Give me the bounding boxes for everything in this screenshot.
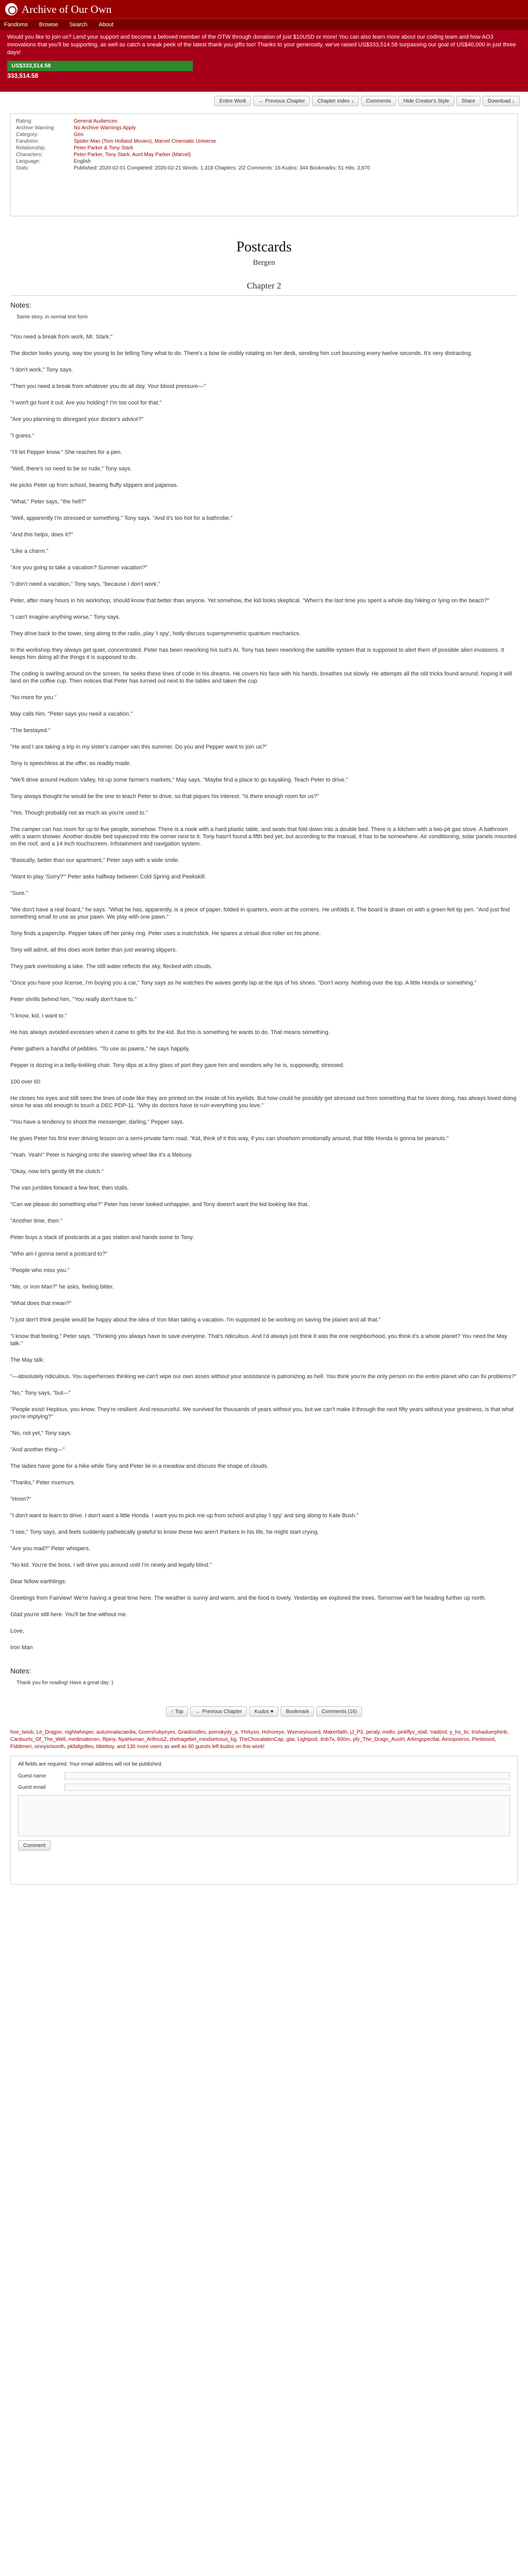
chapter-paragraph: "Then you need a break from whatever you do all day. Your blood pressure—" xyxy=(10,383,206,389)
work-author[interactable]: Bergen xyxy=(253,259,275,267)
guest-name-input[interactable] xyxy=(64,1772,510,1780)
primary-nav xyxy=(0,19,528,30)
chapter-paragraph: "No more for you." xyxy=(10,694,57,701)
chapter-paragraph: Tony will admit, all this does work better than just wearing slippers. xyxy=(10,947,177,953)
chapter-paragraph: "People who miss you." xyxy=(10,1267,70,1274)
chapter-paragraph: "—absolutely ridiculous. You superheroes thinking we can't wipe our own asses without your assistance is patronizing as hell. You think you're the only person on the entire planet who can fix problems?" xyxy=(10,1374,517,1380)
chapter-paragraph: "No kid. You're the boss. I will drive you around until I'm ninety and legally blind." xyxy=(10,1562,212,1568)
chapter-paragraph: "I just don't think people would be happy about the idea of Iron Man taking a vacation. I'm supposed to be working on saving the planet and all that." xyxy=(10,1317,381,1323)
chapter-paragraph: Iron Man xyxy=(10,1645,33,1651)
chapter-paragraph: "Are you mad?" Peter whispers. xyxy=(10,1546,91,1552)
chapter-paragraph: The van jumbles forward a few feet, then stalls. xyxy=(10,1185,129,1191)
chapter-paragraph: Dear fellow earthlings: xyxy=(10,1579,67,1585)
chapter-paragraph: "I don't work," Tony says. xyxy=(10,367,73,373)
chapter-paragraph: He has always avoided excesses when it came to gifts for the kid. But this is something he wants to do. That means something. xyxy=(10,1029,330,1036)
work-navigation xyxy=(0,92,528,110)
chapter-paragraph: They park overlooking a lake. The still water reflects the sky, flecked with clouds. xyxy=(10,963,212,970)
chapter-paragraph: "Want to play 'Sorry?'" Peter asks halfway between Cold Spring and Peekskill. xyxy=(10,874,206,880)
chapter-paragraph: "I don't want to learn to drive. I don't want a little Honda. I want you to pick me up from school and play 'I spy' and sing along to Kate Bush." xyxy=(10,1513,359,1519)
chapter-paragraph: "Well, apparently I'm stressed or something," Tony says. "And it's too hot for a bathrobe." xyxy=(10,515,233,521)
end-notes xyxy=(10,1667,518,1686)
meta-stats-key: Stats: xyxy=(16,165,29,171)
chapter-paragraph: "Once you have your license, I'm buying you a car," Tony says as he watches the waves gently lap at the tips of his shoes. "Don't worry. Nothing over the top. A little Honda or something." xyxy=(10,980,477,986)
progress-label: US$333,514.58 xyxy=(11,63,51,69)
chapter-paragraph: 100 over 60 xyxy=(10,1079,41,1085)
meta-language: English xyxy=(74,159,91,164)
meta-rating-key: Rating: xyxy=(16,118,32,124)
meta-relationship-key: Relationship: xyxy=(16,145,46,151)
meta-rating[interactable]: General Audiences xyxy=(74,118,118,124)
chapter-paragraph: "Yes. Though probably not as much as you're used to." xyxy=(10,810,148,816)
chapter-paragraph: "And another thing—" xyxy=(10,1447,65,1453)
download-button[interactable]: Download ↓ xyxy=(483,96,520,106)
chapter-paragraph: "He and I are taking a trip in my sister's camper van this summer. Do you and Pepper want to join us?" xyxy=(10,744,267,750)
top-button[interactable]: ↑ Top xyxy=(166,1706,189,1717)
work-title: Postcards xyxy=(236,239,292,255)
meta-characters-key: Characters: xyxy=(16,152,43,158)
meta-characters[interactable]: Peter Parker, Tony Stark, Aunt May Parker (Marvel) xyxy=(74,152,191,158)
chapter-paragraph: "You have a tendency to shoot the messenger, darling," Pepper says. xyxy=(10,1119,185,1125)
chapter-paragraph: May calls him. "Peter says you need a vacation." xyxy=(10,711,133,717)
chapter-paragraph: "What does that mean?" xyxy=(10,1300,72,1307)
chapter-index-button[interactable]: Chapter Index ↓ xyxy=(312,96,359,106)
chapter-paragraph: "Another time, then." xyxy=(10,1218,62,1224)
chapter-paragraph: "We'll drive around Hudson Valley, hit up some farmer's markets," May says. "Maybe find a place to go kayaking. Teach Peter to drive." xyxy=(10,777,348,783)
meta-stats: Published: 2020-02-01 Completed: 2020-02-21 Words: 1,318 Chapters: 2/2 Comments: 16 Kudos: 344 Bookmarks: 51 Hits: 3,870 xyxy=(74,165,370,171)
chapter-paragraph: "I know, kid. I want to." xyxy=(10,1013,67,1019)
chapter-paragraph: "Thanks," Peter murmurs. xyxy=(10,1480,75,1486)
guest-email-input[interactable] xyxy=(64,1784,510,1791)
bottom-comments-button[interactable]: Comments (16) xyxy=(316,1706,362,1717)
comment-textarea[interactable] xyxy=(18,1795,510,1836)
chapter-divider xyxy=(10,295,518,296)
entire-work-button[interactable]: Entire Work xyxy=(214,96,251,106)
chapter-paragraph: "And this helps, does it?" xyxy=(10,532,73,538)
chapter-paragraph: "I won't go hunt it out. Are you holding? I'm too cool for that." xyxy=(10,400,162,406)
chapter-paragraph: Tony is speechless at the offer, so readily made. xyxy=(10,760,131,767)
chapter-paragraph: He picks Peter up from school, bearing fluffy slippers and pajamas. xyxy=(10,482,178,488)
comment-form xyxy=(10,1756,518,1885)
guest-name-label: Guest name xyxy=(18,1773,46,1779)
post-comment-button[interactable]: Comment xyxy=(18,1840,51,1851)
nav-about[interactable]: About xyxy=(98,21,114,28)
chapter-paragraph: The ladies have gone for a hike while Tony and Peter lie in a meadow and discuss the shape of clouds. xyxy=(10,1463,269,1469)
end-notes-text: Thank you for reading! Have a great day :) xyxy=(16,1680,113,1686)
comment-notice: All fields are required. Your email address will not be published. xyxy=(18,1761,163,1767)
nav-browse[interactable]: Browse xyxy=(39,21,58,28)
chapter-paragraph: "I see," Tony says, and feels suddenly pathetically grateful to know these two aren't Parkers in his life, he might start crying. xyxy=(10,1529,319,1535)
meta-fandom-key: Fandoms: xyxy=(16,139,39,144)
chapter-paragraph: "No," Tony says, "but—" xyxy=(10,1390,71,1396)
chapter-paragraph: "Can we please do something else?" Peter has never looked unhappier, and Tony doesn't want the kid looking like that. xyxy=(10,1201,309,1208)
ao3-logo-icon xyxy=(5,3,18,15)
end-notes-heading: Notes: xyxy=(10,1667,31,1675)
bottom-navigation xyxy=(0,1706,528,1717)
kudos-list: hoe_twisb, Le_Dragon, nightwhisper, autumnalacaedia, Goern/rubyeyes, Graidoodles, pomskydy_a, Yhrkyso, Hohoreye, Wxeneyisxsed, Makerfaith, jJ_P3, peraly, mello, pinkflyv_stall, 'nad(ed, y_ho_tic, trishaduerphinb, Cardsurts_Of_The_Well, medimatenen, Rpiny, NyaHuman_ArthrusZ, zhehagebel_mindsetvous_kg, TheChocalatenCap, glar, Lightpod, 4nb7x, 800m, pfy_The_Dragn_Austrl, Arkingspectlal, Aesopneros, Pimbosinl, Fiddimeri, sinnysrisonth, pkllafgotleo, bbleboy, and 136 more users as well as 60 guests left kudos on this work! xyxy=(10,1730,509,1750)
chapter-paragraph: "The bestayed." xyxy=(10,727,51,734)
chapter-paragraph: Tony finds a paperclip. Pepper takes off her pinky ring. Peter uses a matchstick. He spares a virtual dice roller on his phone. xyxy=(10,930,321,937)
chapter-paragraph: Peter buys a stack of postcards at a gas station and hands some to Tony. xyxy=(10,1234,194,1241)
chapter-paragraph: "I can't imagine anything worse," Tony says. xyxy=(10,614,121,620)
chapter-paragraph: "No, not yet," Tony says. xyxy=(10,1430,72,1436)
previous-chapter-button[interactable]: ← Previous Chapter xyxy=(253,96,310,106)
chapter-paragraph: "Okay, now let's gently lift the clutch." xyxy=(10,1168,104,1175)
comments-button[interactable]: Comments xyxy=(361,96,396,106)
chapter-paragraph: Tony always thought he would be the one to teach Peter to drive, so that piques his interest. "Is there enough room for us?" xyxy=(10,793,319,800)
donation-notice xyxy=(0,30,528,92)
meta-category-key: Category: xyxy=(16,132,39,138)
meta-fandom[interactable]: Spider-Man (Tom Holland Movies), Marvel Cinematic Universe xyxy=(74,139,217,144)
donation-progress-bar xyxy=(7,61,193,71)
chapter-paragraph: "Are you going to take a vacation? Summer vacation?" xyxy=(10,565,147,571)
notice-text: Would you like to join us? Lend your support and become a beloved member of the OTW through donation of just $10USD or more! You can also learn more about our coding team and how AO3 innovations that you'll be supporting, as well as catch a sneak peek of the latest thank you gifts too! Thanks to your generosity, we've raised US$333,514.58 surpassing our goal of US$40,000 in just three days! xyxy=(7,34,516,56)
chapter-paragraph: "I'll let Pepper know." She reaches for a pen. xyxy=(10,449,122,455)
chapter-paragraph: In the workshop they always get quiet, concentrated. Peter has been reworking his suit's AI. Tony has been reworking the satellite system that is supposed to alert them of possible alien invasions. It keeps him doing all the things it is supposed to do. xyxy=(10,647,504,660)
site-header xyxy=(0,0,528,19)
chapter-paragraph: "Hmm?" xyxy=(10,1496,31,1502)
chapter-paragraph: The doctor looks young, way too young to be telling Tony what to do. There's a bow tie visibly rotating on her desk, sending him curt bouncing every twelve seconds. It's very distracting. xyxy=(10,350,472,357)
chapter-paragraph: "I know that feeling," Peter says. "Thinking you always have to save everyone. That's ridiculous. And I'd always just think it was the one neighborhood, you think it's a whole planet? You need the May talk." xyxy=(10,1333,507,1347)
chapter-paragraph: "Sure." xyxy=(10,890,28,896)
chapter-notes xyxy=(10,301,518,320)
chapter-paragraph: "Basically, better than our apartment," Peter says with a wide smile. xyxy=(10,857,179,863)
chapter-paragraph: Peter gathers a handful of pebbles. "To use as pawns," he says happily. xyxy=(10,1046,190,1052)
site-logo[interactable] xyxy=(5,3,111,16)
kudos-button[interactable]: Kudos ♥ xyxy=(249,1706,278,1717)
chapter-paragraph: "Like a charm." xyxy=(10,548,48,554)
chapter-paragraph: "Yeah. Yeah!" Peter is hanging onto the steering wheel like it's a lifebuoy. xyxy=(10,1152,193,1158)
hide-creator-style-button[interactable]: Hide Creator's Style xyxy=(398,96,454,106)
chapter-paragraph: Peter, after many hours in his workshop, should know that better than anyone. Yet somehow, the kid looks skeptical. "When's the last time you spent a whole day hiking or lying on the beach?" xyxy=(10,598,489,604)
bookmark-button[interactable]: Bookmark xyxy=(280,1706,314,1717)
chapter-paragraph: Love, xyxy=(10,1628,24,1634)
notes-text: Same story, in normal text form xyxy=(16,314,88,320)
chapter-paragraph: They drive back to the tower, sing along to the radio, play 'I spy', hotly discuss supersymmetric quantum mechanics. xyxy=(10,631,301,637)
nav-fandoms[interactable]: Fandoms xyxy=(4,21,28,28)
chapter-paragraph: He gives Peter his first ever driving lesson on a semi-private farm road. "Kid, think of it this way, if you can shoehorn emotionally around, that little Honda is gonna be peanuts." xyxy=(10,1136,449,1142)
chapter-paragraph: The May talk: xyxy=(10,1357,45,1363)
chapter-paragraph: Glad you're still here. You'll be fine without me. xyxy=(10,1612,127,1618)
chapter-paragraph: "You need a break from work, Mr. Stark." xyxy=(10,334,113,340)
chapter-paragraph: "Me, or Iron Man?" he asks, feeling bitter. xyxy=(10,1284,114,1290)
share-button[interactable]: Share xyxy=(456,96,481,106)
chapter-paragraph: "I don't need a vacation," Tony says, "because I don't work." xyxy=(10,581,160,587)
chapter-paragraph: "What," Peter says, "the hell?" xyxy=(10,499,87,505)
chapter-paragraph: Greetings from Fairview! We're having a great time here. The weather is sunny and warm, and the food is lovely. Yesterday we explored the trees. Tomorrow we'll be heading further up north. xyxy=(10,1595,486,1601)
donation-total: 333,514.58 xyxy=(7,72,39,79)
meta-relationship[interactable]: Peter Parker & Tony Stark xyxy=(74,145,134,151)
chapter-title[interactable]: Chapter 2 xyxy=(246,281,282,291)
chapter-paragraph: Peter shrills behind him, "You really don't have to." xyxy=(10,996,137,1003)
chapter-paragraph: Pepper is dozing in a belly-tinkling chair. Tony dips at a tiny glass of port they gave him and wonders why he is, supposedly, stressed. xyxy=(10,1062,344,1069)
meta-warning[interactable]: No Archive Warnings Apply xyxy=(74,125,136,131)
chapter-paragraph: "People exist! Heplous, you know. They're resilient. And resourceful. We survived for thousands of years without you, but we can't make it through the next fifty years without your greatness, is that what you're implying?" xyxy=(10,1406,514,1420)
chapter-paragraph: "We don't have a real board," he says. "What he has, apparently, is a piece of paper, folded in quarters, worn at the corners. He unfolds it. The board is drawn on with a green felt tip pen. "And just find something small to use as your pawn. We play with one pawn." xyxy=(10,907,510,920)
meta-language-key: Language: xyxy=(16,159,41,164)
guest-email-label: Guest email xyxy=(18,1784,46,1790)
chapter-paragraph: He closes his eyes and still sees the lines of code like they are printed on the inside of his eyelids. But how could he possibly get stressed out from something that he loves doing, has always loved doing since he was old enough to touch a DEC PDP-11. "Why do doctors have to ruin everything you love." xyxy=(10,1095,517,1109)
bottom-previous-chapter-button[interactable]: ← Previous Chapter xyxy=(190,1706,247,1717)
chapter-paragraph: "Who am I gonna send a postcard to?" xyxy=(10,1251,108,1257)
chapter-paragraph: "Well, there's no need to be so rude," Tony says. xyxy=(10,466,132,472)
chapter-paragraph: The camper can has room for up to five people, somehow. There is a nook with a hard plastic table, and seats that fold down into a double bed. There is a kitchen with a two-pit gas stove. A bathroom with a warm shower. Another double bed squeezed into the corner next to it. Tony hasn't found a fifth bed yet, but according to the manual, it has to be somewhere. Air conditioning, solar panels mounted on the roof, and a 14 inch touchscreen. Infotainment and navigation system. xyxy=(10,826,517,847)
chapter-paragraph: "I guess." xyxy=(10,433,35,439)
work-meta xyxy=(10,113,518,216)
site-name: Archive of Our Own xyxy=(22,3,112,15)
chapter-paragraph: The coding is swirling around on the screen, he seeks these lines of code in his dreams. He covers his face with his hands, breathes out slowly. He attempts all the old tricks found around, hoping it will land on the coffee cup. Then notices that Peter has turned out next to the tables and taken the cup. xyxy=(10,671,512,684)
meta-category[interactable]: Gen xyxy=(74,132,84,138)
chapter-paragraph: "Are you planning to disregard your doctor's advice?" xyxy=(10,416,144,422)
notes-heading: Notes: xyxy=(10,301,31,309)
nav-search[interactable]: Search xyxy=(69,21,88,28)
chapter-text xyxy=(10,333,518,1651)
meta-warning-key: Archive Warning: xyxy=(16,125,55,131)
